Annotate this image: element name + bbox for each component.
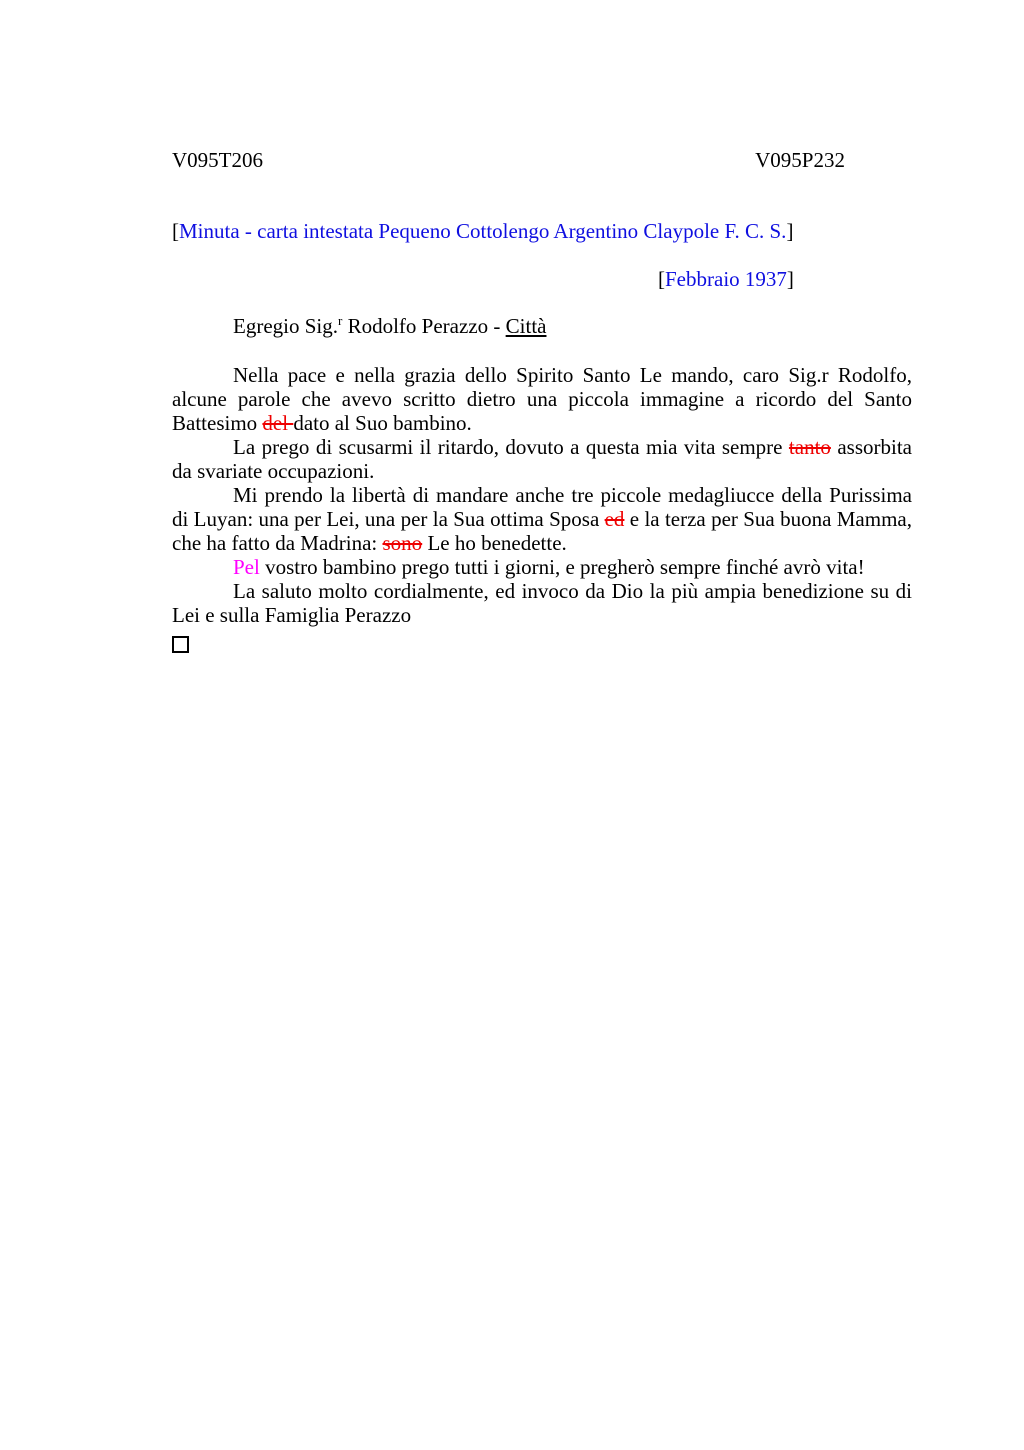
open-bracket: [: [172, 219, 179, 243]
text-segment-underline: Città: [505, 314, 547, 338]
text-segment-normal: assorbita da svariate occupazioni.: [172, 435, 912, 483]
letter-paragraph: [172, 363, 912, 435]
source-annotation: [172, 219, 912, 243]
letter-body: [172, 363, 912, 627]
text-segment-normal: Egregio Sig.: [233, 314, 338, 338]
letter-paragraph: [172, 555, 912, 579]
letter-paragraph: [172, 483, 912, 555]
close-bracket: ]: [786, 219, 794, 243]
text-segment-normal: Le ho benedette.: [422, 531, 567, 555]
text-segment-normal: La saluto molto cordialmente, ed invoco da Dio la più ampia benedizione su di Lei e sulla Famiglia Perazzo: [172, 579, 912, 627]
text-segment-struck: sono: [382, 531, 423, 555]
text-segment-normal: vostro bambino prego tutti i giorni, e pregherò sempre finché avrò vita!: [259, 555, 865, 579]
text-segment-normal: Rodolfo Perazzo -: [342, 314, 506, 338]
text-segment-struck: tanto: [788, 435, 831, 459]
text-segment-magenta: Pel: [233, 555, 260, 579]
archive-code-right: V095P232: [755, 148, 845, 172]
page-header: [172, 148, 912, 172]
text-segment-normal: La prego di scusarmi il ritardo, dovuto a questa mia vita sempre: [233, 435, 789, 459]
text-segment-struck: ed: [604, 507, 625, 531]
letter-paragraph: [172, 435, 912, 483]
text-segment-normal: e la terza per Sua buona Mamma, che ha fatto da Madrina:: [172, 507, 912, 555]
trailing-mark-line: [172, 630, 912, 654]
text-segment-sup: r: [338, 313, 343, 328]
archive-code-left: V095T206: [172, 148, 263, 172]
empty-square-glyph: [172, 636, 189, 653]
text-segment-struck: del: [262, 411, 294, 435]
text-segment-normal: Nella pace e nella grazia dello Spirito Santo Le mando, caro Sig.r Rodolfo, alcune parole che avevo scritto dietro una piccola immagine a ricordo del Santo Battesimo: [172, 363, 912, 435]
text-segment-normal: dato al Suo bambino.: [293, 411, 472, 435]
text-segment-normal: Mi prendo la libertà di mandare anche tre piccole medagliucce della Purissima di Luyan: una per Lei, una per la Sua ottima Sposa: [172, 483, 912, 531]
open-bracket: [: [658, 267, 665, 291]
date-annotation-text: Febbraio 1937: [665, 267, 787, 291]
close-bracket: ]: [786, 267, 794, 291]
source-annotation-text: Minuta - carta intestata Pequeno Cottolengo Argentino Claypole F. C. S.: [179, 219, 787, 243]
letter-salutation: [172, 314, 912, 338]
letter-paragraph: [172, 579, 912, 627]
date-annotation: [658, 267, 912, 291]
